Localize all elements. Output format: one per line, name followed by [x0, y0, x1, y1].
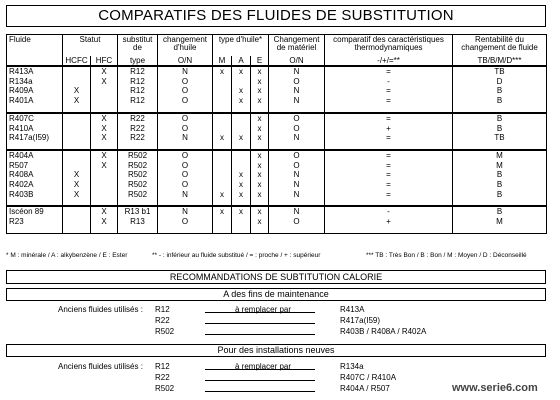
cell-rent: B: [453, 113, 547, 124]
header-a: A: [232, 56, 251, 66]
maintenance-row: [0, 305, 560, 315]
cell-fluide: R413A: [7, 66, 63, 77]
cell-m: [213, 161, 232, 171]
cell-rent: B: [453, 170, 547, 180]
cell-type: R22: [118, 113, 158, 124]
cell-comp: =: [325, 190, 453, 200]
header-changement-huile: changement d'huile: [158, 35, 213, 57]
header-hcfc: HCFC: [63, 56, 91, 66]
cell-a: x: [232, 66, 251, 77]
cell-rent: TB: [453, 133, 547, 143]
maintenance-title: A des fins de maintenance: [6, 288, 546, 301]
cell-a: x: [232, 206, 251, 217]
cell-hcfc: X: [63, 86, 91, 96]
table-row: [7, 133, 547, 143]
cell-fluide: Iscéon 89: [7, 206, 63, 217]
old-fluid: R22: [155, 316, 170, 325]
cell-comp: =: [325, 86, 453, 96]
cell-huile: O: [158, 113, 213, 124]
cell-huile: O: [158, 170, 213, 180]
header-m: M: [213, 56, 232, 66]
table-row: [7, 190, 547, 200]
cell-type: R12: [118, 66, 158, 77]
header-fluide: Fluide: [7, 35, 63, 67]
cell-huile: O: [158, 77, 213, 87]
header-type-huile: type d'huile*: [213, 35, 269, 57]
header-type: type: [118, 56, 158, 66]
table-row: [7, 66, 547, 77]
cell-huile: N: [158, 133, 213, 143]
cell-comp: =: [325, 170, 453, 180]
cell-comp: =: [325, 133, 453, 143]
cell-rent: M: [453, 217, 547, 227]
cell-comp: +: [325, 124, 453, 134]
cell-hcfc: [63, 150, 91, 161]
new-fluid: R407C / R410A: [340, 373, 397, 382]
cell-e: x: [251, 77, 269, 87]
cell-mat: N: [269, 206, 325, 217]
header-substitut: substitut de: [118, 35, 158, 57]
old-fluid: R502: [155, 327, 175, 336]
new-fluid: R403B / R408A / R402A: [340, 327, 427, 336]
cell-m: [213, 170, 232, 180]
cell-type: R502: [118, 180, 158, 190]
cell-mat: N: [269, 133, 325, 143]
header-rentabilite: Rentabilité du changement de fluide: [453, 35, 547, 57]
cell-hfc: X: [91, 150, 118, 161]
header-on-huile: O/N: [158, 56, 213, 66]
group-spacer: [7, 227, 547, 234]
cell-hfc: X: [91, 113, 118, 124]
cell-a: [232, 77, 251, 87]
cell-mat: O: [269, 150, 325, 161]
legend-oil-types: * M : minérale / A : alkybenzène / E : Ester: [6, 252, 128, 259]
cell-rent: B: [453, 124, 547, 134]
cell-a: x: [232, 133, 251, 143]
replace-label: à remplacer par: [235, 362, 292, 371]
cell-hfc: [91, 170, 118, 180]
cell-hfc: X: [91, 217, 118, 227]
table-row: [7, 206, 547, 217]
cell-hcfc: X: [63, 180, 91, 190]
cell-rent: B: [453, 96, 547, 106]
header-e: E: [251, 56, 269, 66]
cell-fluide: R407C: [7, 113, 63, 124]
table-row: [7, 170, 547, 180]
cell-hfc: X: [91, 161, 118, 171]
header-hfc: HFC: [91, 56, 118, 66]
cell-hcfc: [63, 133, 91, 143]
cell-e: x: [251, 133, 269, 143]
cell-e: x: [251, 86, 269, 96]
replace-line: [205, 380, 315, 381]
cell-huile: N: [158, 190, 213, 200]
cell-huile: O: [158, 124, 213, 134]
comparison-table-body: [7, 66, 547, 233]
table-row: [7, 180, 547, 190]
table-row: [7, 77, 547, 87]
cell-hfc: X: [91, 133, 118, 143]
cell-mat: N: [269, 190, 325, 200]
cell-m: [213, 113, 232, 124]
table-row: [7, 96, 547, 106]
cell-comp: =: [325, 150, 453, 161]
maintenance-label: Anciens fluides utilisés :: [58, 305, 143, 314]
cell-type: R502: [118, 150, 158, 161]
recommendations-title: RECOMMANDATIONS DE SUBTITUTION CALORIE: [6, 270, 546, 284]
cell-hfc: [91, 190, 118, 200]
watermark: www.serie6.com: [452, 382, 538, 394]
maintenance-row: [0, 316, 560, 326]
cell-fluide: R404A: [7, 150, 63, 161]
cell-fluide: R507: [7, 161, 63, 171]
cell-type: R13: [118, 217, 158, 227]
cell-mat: O: [269, 113, 325, 124]
cell-type: R13 b1: [118, 206, 158, 217]
cell-huile: O: [158, 86, 213, 96]
cell-mat: O: [269, 124, 325, 134]
cell-mat: O: [269, 161, 325, 171]
page-title: COMPARATIFS DES FLUIDES DE SUBSTITUTION: [6, 5, 546, 27]
new-fluid: R134a: [340, 362, 364, 371]
header-comparatif: comparatif des caractéristiques thermodynamiques: [325, 35, 453, 57]
cell-e: x: [251, 161, 269, 171]
replace-line: [205, 323, 315, 324]
replace-line: [205, 334, 315, 335]
cell-comp: =: [325, 96, 453, 106]
cell-hcfc: [63, 161, 91, 171]
cell-m: x: [213, 66, 232, 77]
cell-m: [213, 217, 232, 227]
cell-e: x: [251, 180, 269, 190]
cell-hcfc: [63, 124, 91, 134]
old-fluid: R12: [155, 362, 170, 371]
cell-type: R22: [118, 124, 158, 134]
cell-fluide: R417a(I59): [7, 133, 63, 143]
new-fluid: R413A: [340, 305, 365, 314]
cell-a: [232, 113, 251, 124]
cell-comp: =: [325, 161, 453, 171]
cell-comp: =: [325, 66, 453, 77]
cell-type: R12: [118, 96, 158, 106]
old-fluid: R502: [155, 384, 175, 393]
cell-m: [213, 124, 232, 134]
cell-huile: O: [158, 96, 213, 106]
cell-rent: D: [453, 77, 547, 87]
cell-m: [213, 96, 232, 106]
cell-a: x: [232, 190, 251, 200]
new-installations-label: Anciens fluides utilisés :: [58, 362, 143, 371]
cell-hfc: X: [91, 77, 118, 87]
cell-fluide: R408A: [7, 170, 63, 180]
new-fluid: R417a(I59): [340, 316, 381, 325]
header-on-materiel: O/N: [269, 56, 325, 66]
cell-mat: N: [269, 180, 325, 190]
cell-hfc: [91, 96, 118, 106]
cell-type: R502: [118, 170, 158, 180]
table-row: [7, 124, 547, 134]
cell-mat: O: [269, 77, 325, 87]
cell-a: [232, 217, 251, 227]
cell-a: x: [232, 96, 251, 106]
cell-e: x: [251, 66, 269, 77]
table-row: [7, 150, 547, 161]
table-row: [7, 113, 547, 124]
cell-type: R12: [118, 86, 158, 96]
new-fluid: R404A / R507: [340, 384, 390, 393]
cell-rent: M: [453, 161, 547, 171]
cell-huile: O: [158, 150, 213, 161]
cell-fluide: R410A: [7, 124, 63, 134]
cell-m: x: [213, 190, 232, 200]
cell-type: R502: [118, 190, 158, 200]
legend-profitability: *** TB : Très Bon / B : Bon / M : Moyen / D : Déconseillé: [366, 252, 527, 259]
cell-comp: -: [325, 206, 453, 217]
cell-hcfc: [63, 66, 91, 77]
cell-fluide: R409A: [7, 86, 63, 96]
cell-a: x: [232, 180, 251, 190]
maintenance-row: [0, 327, 560, 337]
cell-rent: B: [453, 180, 547, 190]
cell-e: x: [251, 170, 269, 180]
cell-comp: +: [325, 217, 453, 227]
cell-type: R502: [118, 161, 158, 171]
table-row: [7, 86, 547, 96]
cell-hcfc: X: [63, 190, 91, 200]
group-spacer: [7, 199, 547, 206]
header-signs: -/+/=**: [325, 56, 453, 66]
cell-m: [213, 77, 232, 87]
cell-a: x: [232, 86, 251, 96]
comparison-table: [6, 34, 547, 234]
cell-hfc: [91, 86, 118, 96]
cell-e: x: [251, 113, 269, 124]
legend-comparison: ** - : inférieur au fluide substitué / = : proche / + : supérieur: [152, 252, 321, 259]
replace-label: à remplacer par: [235, 305, 292, 314]
group-spacer: [7, 143, 547, 150]
cell-m: [213, 150, 232, 161]
table-row: [7, 161, 547, 171]
old-fluid: R12: [155, 305, 170, 314]
cell-hcfc: [63, 217, 91, 227]
cell-fluide: R402A: [7, 180, 63, 190]
cell-fluide: R403B: [7, 190, 63, 200]
cell-e: x: [251, 217, 269, 227]
cell-e: x: [251, 206, 269, 217]
cell-type: R12: [118, 77, 158, 87]
cell-e: x: [251, 96, 269, 106]
cell-hcfc: X: [63, 96, 91, 106]
header-grades: TB/B/M/D***: [453, 56, 547, 66]
cell-hcfc: X: [63, 170, 91, 180]
cell-rent: B: [453, 86, 547, 96]
cell-huile: N: [158, 66, 213, 77]
cell-hfc: X: [91, 124, 118, 134]
cell-rent: M: [453, 150, 547, 161]
old-fluid: R22: [155, 373, 170, 382]
cell-hcfc: [63, 77, 91, 87]
cell-fluide: R401A: [7, 96, 63, 106]
table-row: [7, 217, 547, 227]
replace-line: [205, 391, 315, 392]
cell-m: [213, 180, 232, 190]
cell-hfc: X: [91, 66, 118, 77]
cell-comp: -: [325, 77, 453, 87]
cell-comp: =: [325, 180, 453, 190]
cell-e: x: [251, 190, 269, 200]
header-changement-materiel: Changement de matériel: [269, 35, 325, 57]
cell-fluide: R134a: [7, 77, 63, 87]
cell-mat: N: [269, 96, 325, 106]
cell-a: [232, 124, 251, 134]
group-spacer: [7, 106, 547, 113]
cell-hcfc: [63, 113, 91, 124]
cell-e: x: [251, 124, 269, 134]
cell-hfc: [91, 180, 118, 190]
cell-mat: N: [269, 66, 325, 77]
cell-comp: =: [325, 113, 453, 124]
cell-a: x: [232, 170, 251, 180]
cell-rent: B: [453, 190, 547, 200]
new-installations-row: [0, 362, 560, 372]
cell-fluide: R23: [7, 217, 63, 227]
cell-e: x: [251, 150, 269, 161]
cell-mat: N: [269, 170, 325, 180]
cell-rent: B: [453, 206, 547, 217]
cell-huile: N: [158, 206, 213, 217]
cell-huile: O: [158, 180, 213, 190]
cell-m: x: [213, 133, 232, 143]
cell-rent: TB: [453, 66, 547, 77]
cell-mat: N: [269, 86, 325, 96]
cell-a: [232, 150, 251, 161]
cell-hfc: X: [91, 206, 118, 217]
cell-hcfc: [63, 206, 91, 217]
cell-m: [213, 86, 232, 96]
new-installations-title: Pour des installations neuves: [6, 344, 546, 357]
cell-m: x: [213, 206, 232, 217]
cell-type: R22: [118, 133, 158, 143]
cell-a: [232, 161, 251, 171]
cell-huile: O: [158, 217, 213, 227]
cell-mat: O: [269, 217, 325, 227]
header-statut: Statut: [63, 35, 118, 57]
cell-huile: O: [158, 161, 213, 171]
